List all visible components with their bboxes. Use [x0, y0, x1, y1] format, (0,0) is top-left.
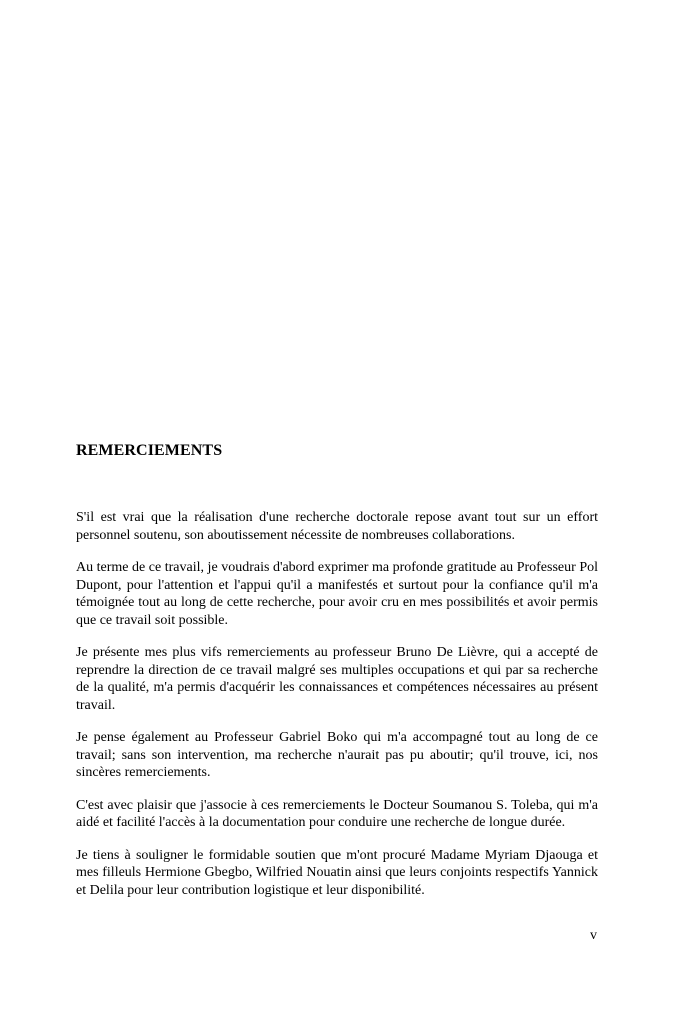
paragraph-1: S'il est vrai que la réalisation d'une recherche doctorale repose avant tout sur un effort personnel soutenu, son aboutissement nécessite de nombreuses collaborations.	[76, 510, 598, 543]
acknowledgements-body	[76, 509, 598, 914]
paragraph-6: Je tiens à souligner le formidable soutien que m'ont procuré Madame Myriam Djaouga et mes filleuls Hermione Gbegbo, Wilfried Nouatin ainsi que leurs conjoints respectifs Yannick et Delila pour leur contribution logistique et leur disponibilité.	[76, 847, 598, 898]
page-title: REMERCIEMENTS	[76, 442, 223, 459]
paragraph-4: Je pense également au Professeur Gabriel Boko qui m'a accompagné tout au long de ce travail; sans son intervention, ma recherche n'aurait pas pu aboutir; qu'il trouve, ici, nos sincères remerciements.	[76, 730, 598, 780]
paragraph-3: Je présente mes plus vifs remerciements au professeur Bruno De Lièvre, qui a accepté de reprendre la direction de ce travail malgré ses multiples occupations et qui par sa recherche de la qualité, m'a permis d'acquérir les connaissances et compétences nécessaires au présent travail.	[76, 645, 598, 713]
paragraph-5: C'est avec plaisir que j'associe à ces remerciements le Docteur Soumanou S. Toleba, qui m'a aidé et facilité l'accès à la documentation pour conduire une recherche de longue durée.	[76, 797, 598, 830]
paragraph-2: Au terme de ce travail, je voudrais d'abord exprimer ma profonde gratitude au Professeur Pol Dupont, pour l'attention et l'appui qu'il a manifestés et surtout pour la confiance qu'il m'a témoignée tout au long de cette recherche, pour avoir cru en mes possibilités et avoir permis que ce travail soit possible.	[76, 560, 598, 628]
page-number: v	[590, 928, 597, 943]
